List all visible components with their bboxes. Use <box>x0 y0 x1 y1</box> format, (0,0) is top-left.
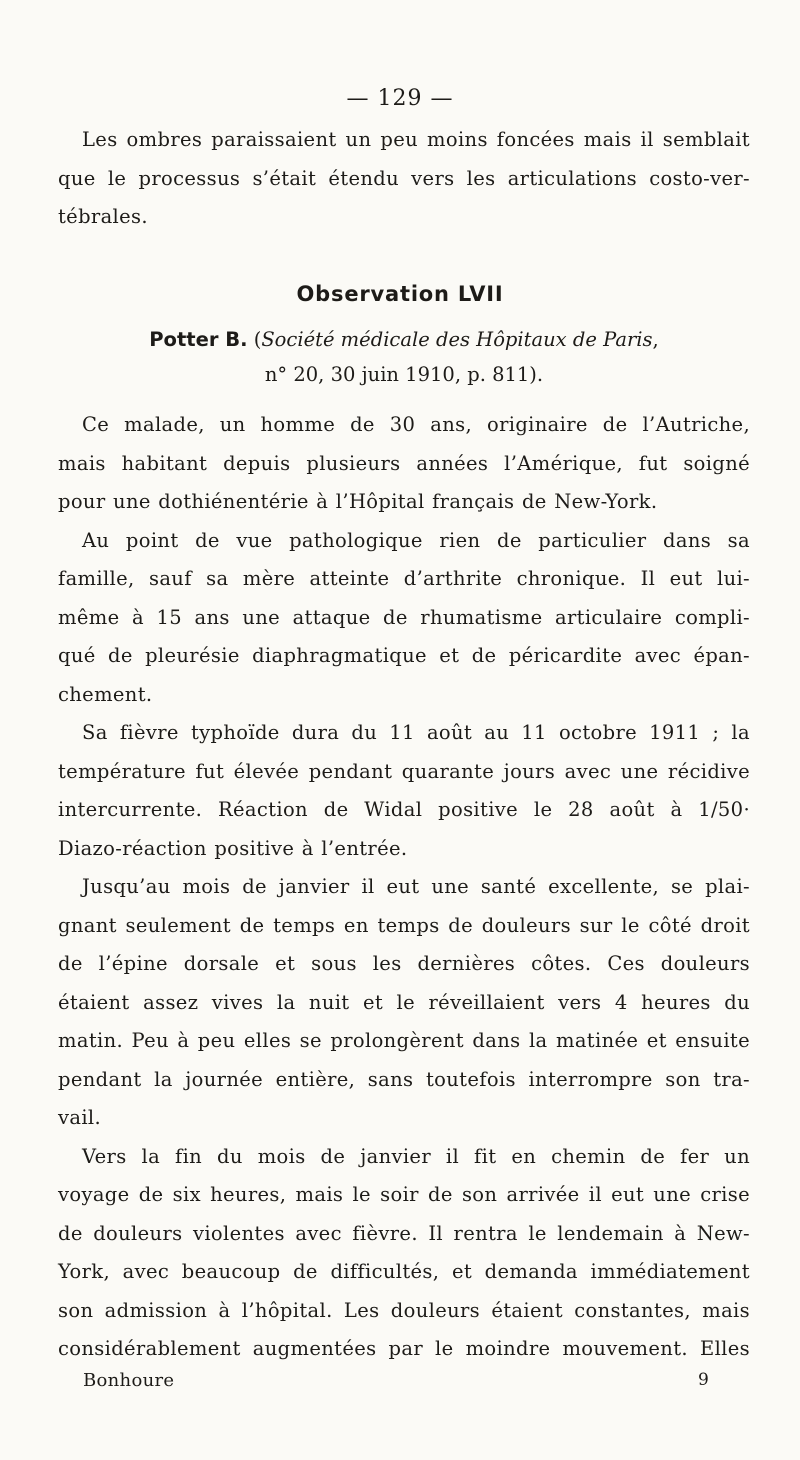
text-line: étaient assez vives la nuit et le réveillaient vers 4 heures du <box>58 990 750 1014</box>
text-line: chement. <box>58 682 153 706</box>
text-line: de l’épine dorsale et sous les dernières côtes. Ces douleurs <box>58 952 750 975</box>
footer-author: Bonhoure <box>83 1370 175 1391</box>
citation-comma: , <box>652 328 659 351</box>
text-line: Diazo-réaction positive à l’entrée. <box>58 836 408 860</box>
text-line: intercurrente. Réaction de Widal positive le 28 août à 1/50· <box>58 798 750 821</box>
text-line: que le processus s’était étendu vers les articulations costo-ver- <box>58 166 750 190</box>
text-line: matin. Peu à peu elles se prolongèrent dans la matinée et ensuite <box>58 1029 750 1052</box>
text-line: York, avec beaucoup de difficultés, et demanda immédiatement <box>58 1260 750 1283</box>
text-line: vail. <box>58 1106 102 1129</box>
citation-paren: ( <box>247 328 262 351</box>
text-line: Sa fièvre typhoïde dura du 11 août au 11 octobre 1911 ; la <box>82 721 750 744</box>
footer-signature-mark: 9 <box>698 1370 709 1390</box>
citation-author: Potter B. <box>149 328 248 351</box>
text-line: pour une dothiénentérie à l’Hôpital français de New-York. <box>58 490 658 513</box>
text-line: même à 15 ans une attaque de rhumatisme articulaire compli- <box>58 605 750 629</box>
citation <box>58 322 750 392</box>
text-line: considérablement augmentées par le moindre mouvement. Elles <box>58 1337 750 1360</box>
text-line: Vers la fin du mois de janvier il fit en chemin de fer un <box>82 1144 750 1168</box>
text-line: Les ombres paraissaient un peu moins foncées mais il semblait <box>82 128 750 151</box>
text-line: voyage de six heures, mais le soir de son arrivée il eut une crise <box>58 1183 750 1206</box>
text-line: famille, sauf sa mère atteinte d’arthrite chronique. Il eut lui- <box>58 567 750 590</box>
page-number: — 129 — <box>346 86 454 111</box>
text-line: qué de pleurésie diaphragmatique et de péricardite avec épan- <box>58 644 750 667</box>
citation-source: Société médicale des Hôpitaux de Paris <box>261 328 653 351</box>
text-line: tébrales. <box>58 205 148 228</box>
citation-line-1 <box>58 322 750 357</box>
text-line: Au point de vue pathologique rien de particulier dans sa <box>82 528 750 552</box>
text-line: gnant seulement de temps en temps de douleurs sur le côté droit <box>58 913 750 937</box>
text-line: de douleurs violentes avec fièvre. Il rentra le lendemain à New- <box>58 1221 750 1245</box>
text-line: son admission à l’hôpital. Les douleurs étaient constantes, mais <box>58 1298 750 1322</box>
text-line: pendant la journée entière, sans toutefois interrompre son tra- <box>58 1067 750 1091</box>
text-line: température fut élevée pendant quarante jours avec une récidive <box>58 759 750 783</box>
observation-body <box>58 406 750 1369</box>
text-line: mais habitant depuis plusieurs années l’Amérique, fut soigné <box>58 451 750 475</box>
intro-paragraph <box>58 121 750 237</box>
citation-line-2: n° 20, 30 juin 1910, p. 811). <box>264 363 544 386</box>
text-line: Jusqu’au mois de janvier il eut une santé excellente, se plai- <box>82 875 750 898</box>
text-line: Ce malade, un homme de 30 ans, originaire de l’Autriche, <box>82 413 750 436</box>
observation-heading: Observation LVII <box>296 282 504 306</box>
